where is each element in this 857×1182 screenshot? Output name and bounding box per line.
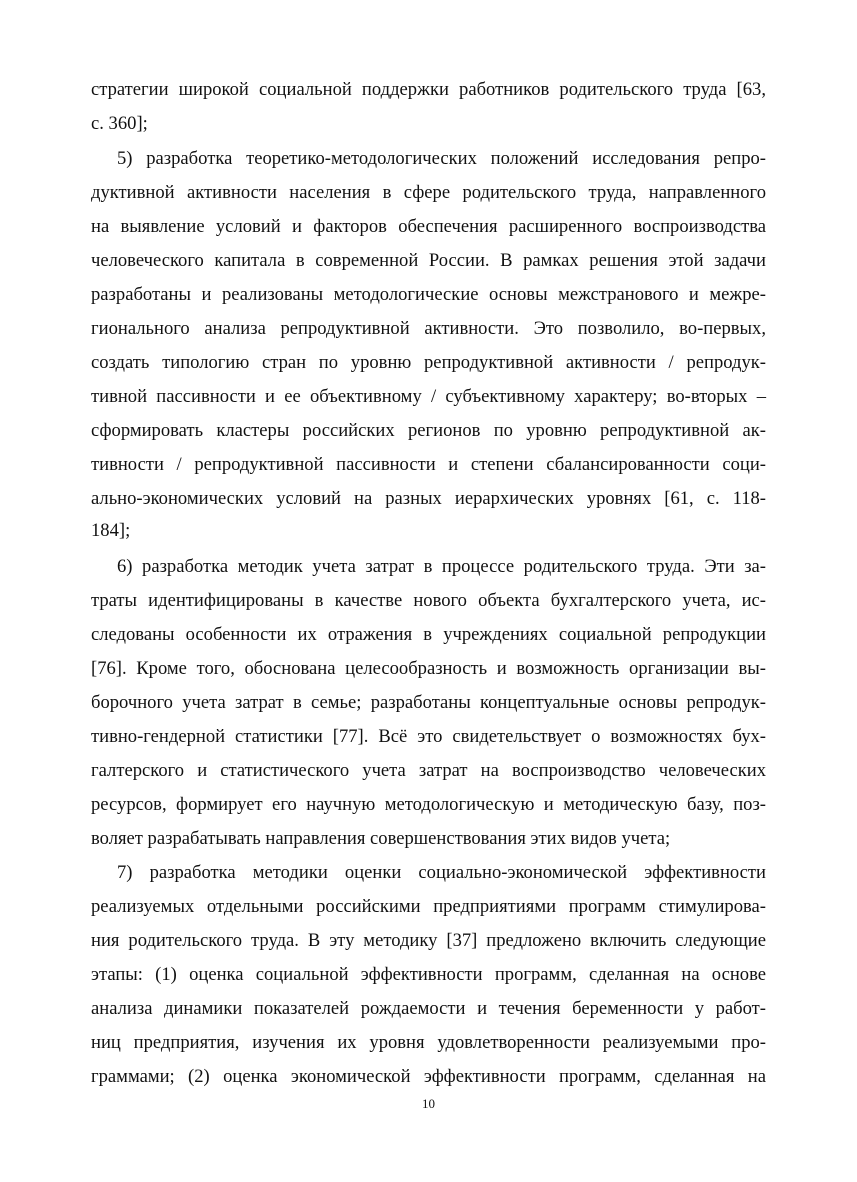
page-number: 10	[422, 1096, 435, 1111]
text-line: ния родительского труда. В эту методику [37] предложено включить следующие	[91, 930, 766, 951]
text-line: [76]. Кроме того, обоснована целесообразность и возможность организации вы-	[91, 658, 766, 679]
text-line: дуктивной активности населения в сфере родительского труда, направленного	[91, 182, 766, 203]
text-line: 6) разработка методик учета затрат в процессе родительского труда. Эти за-	[117, 556, 766, 577]
text-line: на выявление условий и факторов обеспечения расширенного воспроизводства	[91, 216, 766, 237]
text-line: стратегии широкой социальной поддержки работников родительского труда [63,	[91, 79, 766, 100]
text-line: создать типологию стран по уровню репродуктивной активности / репродук-	[91, 352, 766, 373]
text-line: реализуемых отдельными российскими предприятиями программ стимулирова-	[91, 896, 766, 917]
text-line: сформировать кластеры российских регионов по уровню репродуктивной ак-	[91, 420, 766, 441]
text-line: разработаны и реализованы методологические основы межстранового и межре-	[91, 284, 766, 305]
text-line: воляет разрабатывать направления совершенствования этих видов учета;	[91, 828, 671, 849]
text-line: борочного учета затрат в семье; разработаны концептуальные основы репродук-	[91, 692, 766, 713]
text-line: 5) разработка теоретико-методологических положений исследования репро-	[117, 148, 766, 169]
text-line: ниц предприятия, изучения их уровня удовлетворенности реализуемыми про-	[91, 1032, 766, 1053]
text-line: граммами; (2) оценка экономической эффективности программ, сделанная на	[91, 1066, 766, 1087]
text-line: этапы: (1) оценка социальной эффективности программ, сделанная на основе	[91, 964, 766, 985]
text-line: тивной пассивности и ее объективному / субъективному характеру; во-вторых –	[91, 386, 766, 407]
text-line: 184];	[91, 520, 131, 541]
text-line: следованы особенности их отражения в учреждениях социальной репродукции	[91, 624, 766, 645]
text-line: галтерского и статистического учета затрат на воспроизводство человеческих	[91, 760, 766, 781]
text-line: траты идентифицированы в качестве нового объекта бухгалтерского учета, ис-	[91, 590, 766, 611]
text-line: ресурсов, формирует его научную методологическую и методическую базу, поз-	[91, 794, 766, 815]
text-line: тивно-гендерной статистики [77]. Всё это свидетельствует о возможностях бух-	[91, 726, 766, 747]
text-line: 7) разработка методики оценки социально-экономической эффективности	[117, 862, 766, 883]
text-line: анализа динамики показателей рождаемости и течения беременности у работ-	[91, 998, 766, 1019]
text-line: гионального анализа репродуктивной активности. Это позволило, во-первых,	[91, 318, 766, 339]
text-line: тивности / репродуктивной пассивности и степени сбалансированности соци-	[91, 454, 766, 475]
text-line: с. 360];	[91, 113, 148, 134]
text-line: ально-экономических условий на разных иерархических уровнях [61, с. 118-	[91, 488, 766, 509]
text-line: человеческого капитала в современной России. В рамках решения этой задачи	[91, 250, 766, 271]
